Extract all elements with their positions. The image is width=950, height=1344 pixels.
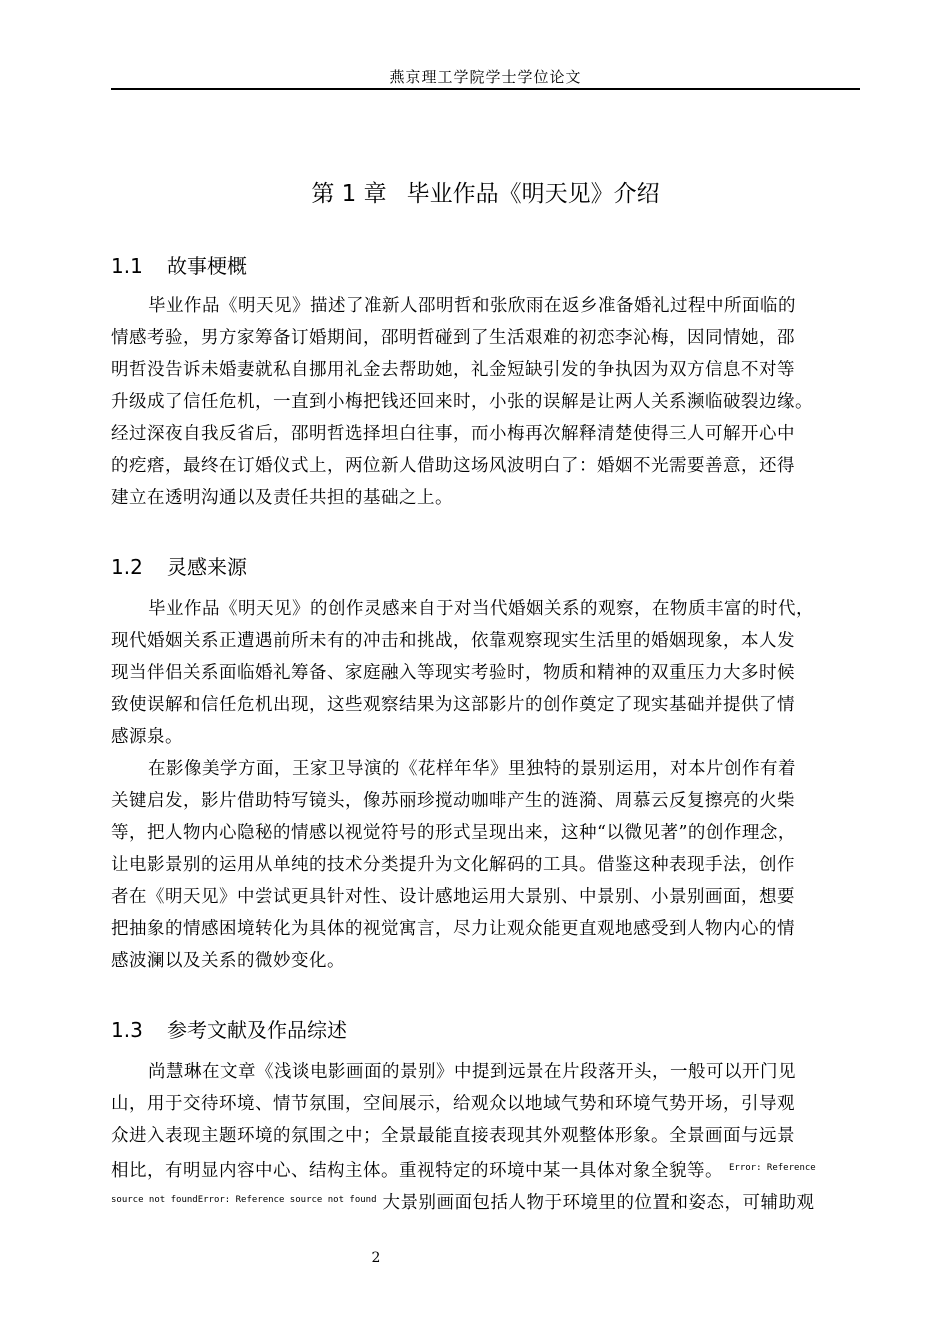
text-line: 现代婚姻关系正遭遇前所未有的冲击和挑战，依靠观察现实生活里的婚姻现象，本人发 <box>111 631 795 651</box>
text-line: 情感考验，男方家筹备订婚期间，邵明哲碰到了生活艰难的初恋李沁梅，因同情她，邵 <box>111 328 795 348</box>
text-line <box>111 1152 860 1184</box>
text-line: 者在《明天见》中尝试更具针对性、设计感地运用大景别、中景别、小景别画面，想要 <box>111 887 795 907</box>
chapter-title <box>111 178 860 210</box>
line-text: 相比，有明显内容中心、结构主体。重视特定的环境中某一具体对象全貌等。 <box>111 1161 723 1181</box>
text-line: 等，把人物内心隐秘的情感以视觉符号的形式呈现出来，这种“以微见著”的创作理念， <box>111 823 796 843</box>
section-heading-1-3 <box>111 1016 347 1044</box>
paragraph-inspiration-2 <box>111 753 860 977</box>
section-number: 1.1 <box>111 254 143 278</box>
text-line <box>111 1184 860 1216</box>
text-line: 把抽象的情感困境转化为具体的视觉寓言，尽力让观众能更直观地感受到人物内心的情 <box>111 919 795 939</box>
page-number: 2 <box>371 1250 381 1266</box>
section-title: 灵感来源 <box>167 555 247 579</box>
text-line: 的疙瘩，最终在订婚仪式上，两位新人借助这场风波明白了：婚姻不光需要善意，还得 <box>111 456 795 476</box>
header-rule <box>111 88 860 90</box>
paragraph-inspiration-1 <box>111 593 860 753</box>
chapter-name: 毕业作品《明天见》介绍 <box>406 181 660 207</box>
text-line: 毕业作品《明天见》的创作灵感来自于对当代婚姻关系的观察，在物质丰富的时代， <box>148 599 814 619</box>
line-text: 大景别画面包括人物于环境里的位置和姿态，可辅助观 <box>382 1193 815 1213</box>
reference-error: Error: Reference <box>729 1163 816 1173</box>
text-line: 众进入表现主题环境的氛围之中；全景最能直接表现其外观整体形象。全景画面与远景 <box>111 1126 795 1146</box>
text-line: 关键启发，影片借助特写镜头，像苏丽珍搅动咖啡产生的涟漪、周慕云反复擦亮的火柴 <box>111 791 795 811</box>
text-line: 现当伴侣关系面临婚礼筹备、家庭融入等现实考验时，物质和精神的双重压力大多时候 <box>111 663 795 683</box>
paragraph-synopsis <box>111 290 860 514</box>
section-heading-1-1 <box>111 252 247 280</box>
chapter-number: 第 1 章 <box>311 181 387 207</box>
text-line: 经过深夜自我反省后，邵明哲选择坦白往事，而小梅再次解释清楚使得三人可解开心中 <box>111 424 795 444</box>
section-number: 1.3 <box>111 1018 143 1042</box>
text-line: 感源泉。 <box>111 727 183 747</box>
text-line: 让电影景别的运用从单纯的技术分类提升为文化解码的工具。借鉴这种表现手法，创作 <box>111 855 795 875</box>
text-line: 尚慧琳在文章《浅谈电影画面的景别》中提到远景在片段落开头，一般可以开门见 <box>148 1062 796 1082</box>
section-number: 1.2 <box>111 555 143 579</box>
text-line: 在影像美学方面，王家卫导演的《花样年华》里独特的景别运用，对本片创作有着 <box>148 759 796 779</box>
text-line: 毕业作品《明天见》描述了准新人邵明哲和张欣雨在返乡准备婚礼过程中所面临的 <box>148 296 796 316</box>
page-header: 燕京理工学院学士学位论文 <box>389 68 582 86</box>
text-line: 升级成了信任危机，一直到小梅把钱还回来时，小张的误解是让两人关系濒临破裂边缘。 <box>111 392 813 412</box>
text-line: 建立在透明沟通以及责任共担的基础之上。 <box>111 488 453 508</box>
paragraph-references <box>111 1056 860 1216</box>
section-title: 参考文献及作品综述 <box>167 1018 347 1042</box>
section-title: 故事梗概 <box>167 254 247 278</box>
text-line: 致使误解和信任危机出现，这些观察结果为这部影片的创作奠定了现实基础并提供了情 <box>111 695 795 715</box>
text-line: 明哲没告诉未婚妻就私自挪用礼金去帮助她，礼金短缺引发的争执因为双方信息不对等 <box>111 360 795 380</box>
section-heading-1-2 <box>111 553 247 581</box>
text-line: 山，用于交待环境、情节氛围，空间展示，给观众以地域气势和环境气势开场，引导观 <box>111 1094 795 1114</box>
text-line: 感波澜以及关系的微妙变化。 <box>111 951 345 971</box>
reference-error: source not foundError: Reference source not found <box>111 1195 377 1205</box>
